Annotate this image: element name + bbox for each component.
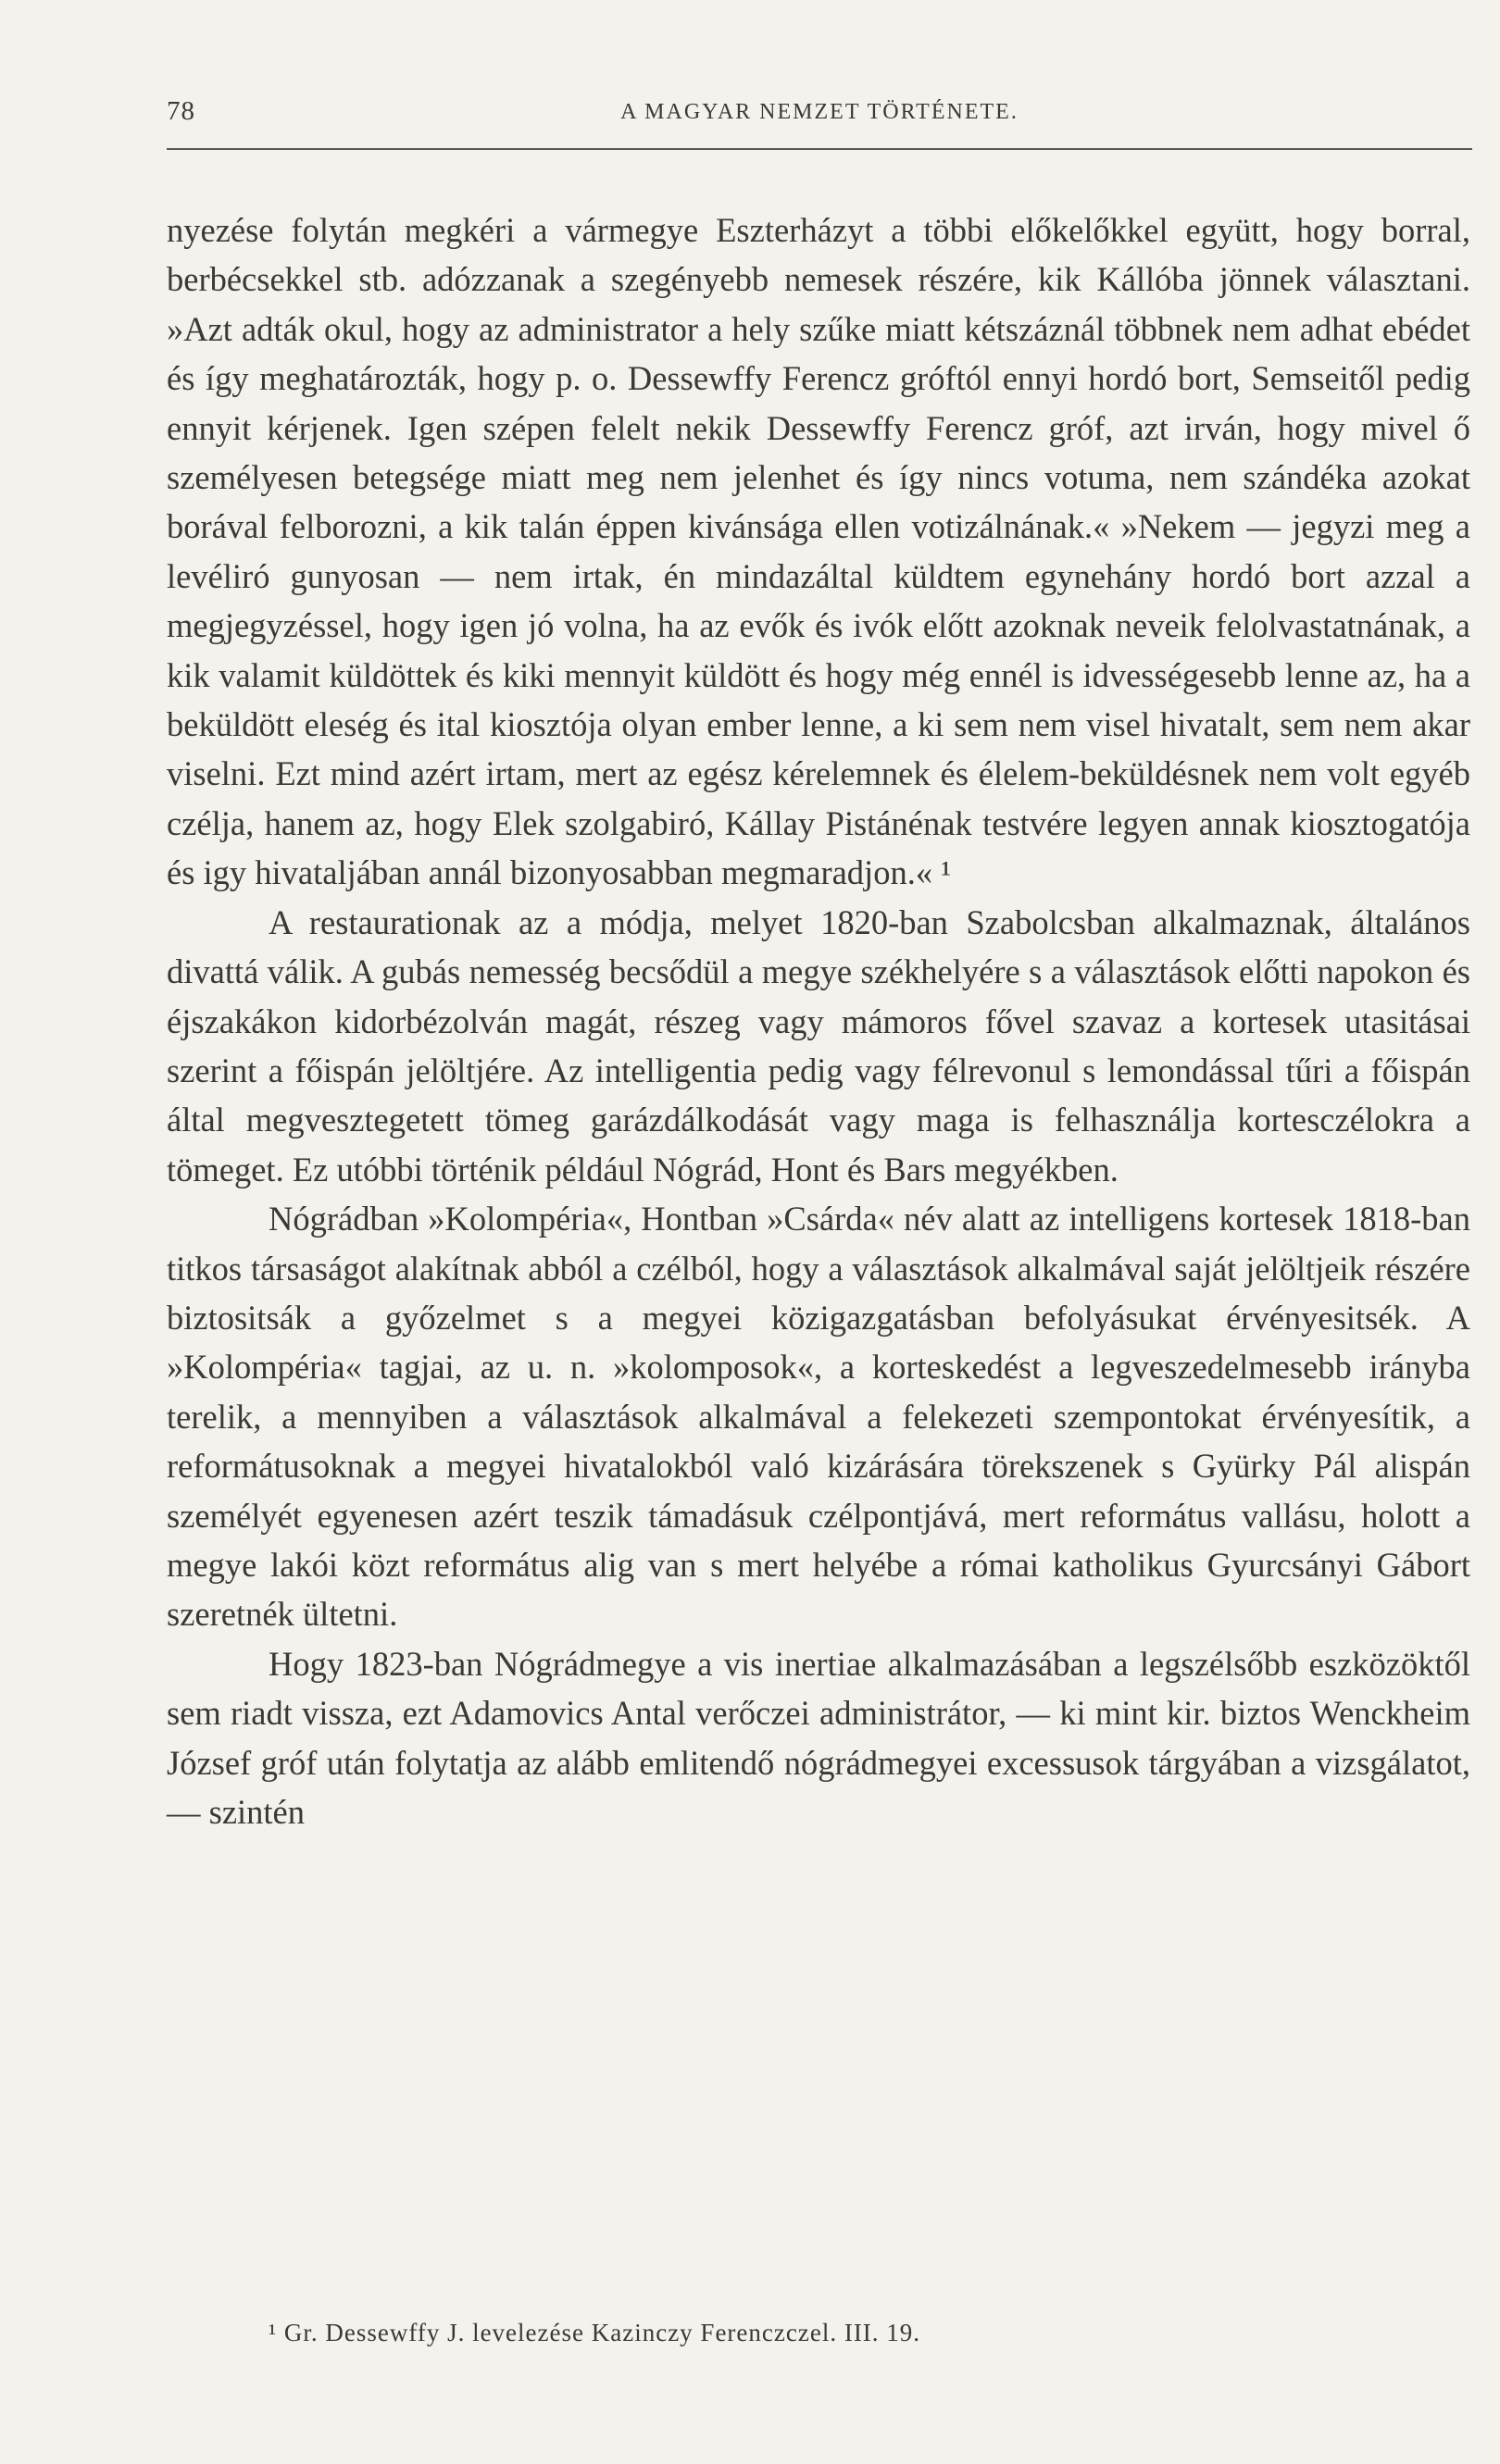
paragraph: Hogy 1823-ban Nógrádmegye a vis inertiae alkalmazásában a legszélsőbb eszközöktől sem riadt vissza, ezt Adamovics Antal verőczei administrátor, — ki mint kir. biztos Wenckheim József gróf után folytatja az alább emlitendő nógrádmegyei excessusok tárgyában a vizsgálatot, — szintén bbox=[167, 1644, 1470, 1831]
page-header bbox=[167, 93, 1472, 150]
paragraph-continued: nyezése folytán megkéri a vármegye Eszterházyt a többi előkelőkkel együtt, hogy borral, berbécsekkel stb. adózzanak a szegényebb nemesek részére, kik Kállóba jönnek választani. »Azt adták okul, hogy az administrator a hely szűke miatt kétszáznál többnek nem adhat ebédet és így meghatározták, hogy p. o. Dessewffy Ferencz gróftól ennyi hordó bort, Semseitől pedig ennyit kérjenek. Igen szépen felelt nekik Dessewffy Ferencz gróf, azt irván, hogy mivel ő személyesen betegsége miatt meg nem jelenhet és így nincs votuma, nem szándéka azokat borával felborozni, a kik talán éppen kivánsága ellen votizálnának.« »Nekem — jegyzi meg a levéliró gunyosan — nem irtak, én mindazáltal küldtem egynehány hordó bort azzal a megjegyzéssel, hogy igen jó volna, ha az evők és ivók előtt azoknak neveik felolvastatnának, a kik valamit küldöttek és kiki mennyit küldött és hogy még ennél is idvességesebb lenne az, ha a beküldött eleség és ital kiosztója olyan ember lenne, a ki sem nem visel hivatalt, sem nem akar viselni. Ezt mind azért irtam, mert az egész kérelemnek és élelem-beküldésnek nem volt egyéb czélja, hanem az, hogy Elek szolgabiró, Kállay Pistánénak testvére legyen annak kiosztogatója és igy hivataljában annál bizonyosabban megmaradjon.« ¹ bbox=[167, 211, 1470, 892]
body-text bbox=[167, 205, 1470, 1836]
footnote: ¹ Gr. Dessewffy J. levelezése Kazinczy Ferenczczel. III. 19. bbox=[269, 2319, 921, 2346]
page-number: 78 bbox=[167, 96, 195, 126]
paragraph: A restaurationak az a módja, melyet 1820-ban Szabolcsban alkalmaznak, általános divattá válik. A gubás nemesség becsődül a megye székhelyére s a választások előtti napokon és éjszakákon kidorbézolván magát, részeg vagy mámoros fővel szavaz a kortesek utasitásai szerint a főispán jelöltjére. Az intelligentia pedig vagy félrevonul s lemondással tűri a főispán által megvesztegetett tömeg garázdálkodását vagy maga is felhasználja kortesczélokra a tömeget. Ez utóbbi történik például Nógrád, Hont és Bars megyékben. bbox=[167, 902, 1470, 1188]
paragraph: Nógrádban »Kolompéria«, Hontban »Csárda« név alatt az intelligens kortesek 1818-ban titkos társaságot alakítnak abból a czélból, hogy a választások alkalmával saját jelöltjeik részére biztositsák a győzelmet s a megyei közigazgatásban befolyásukat érvényesitsék. A »Kolompéria« tagjai, az u. n. »kolomposok«, a korteskedést a legveszedelmesebb irányba terelik, a mennyiben a választások alkalmával a felekezeti szempontokat érvényesítik, a reformátusoknak a megyei hivatalokból való kizárására törekszenek s Gyürky Pál alispán személyét egyenesen azért teszik támadásuk czélpontjává, mert református vallásu, holott a megye lakói közt református alig van s mert helyébe a római katholikus Gyurcsányi Gábort szeretnék ültetni. bbox=[167, 1200, 1470, 1634]
running-title: A MAGYAR NEMZET TÖRTÉNETE. bbox=[620, 100, 1019, 124]
